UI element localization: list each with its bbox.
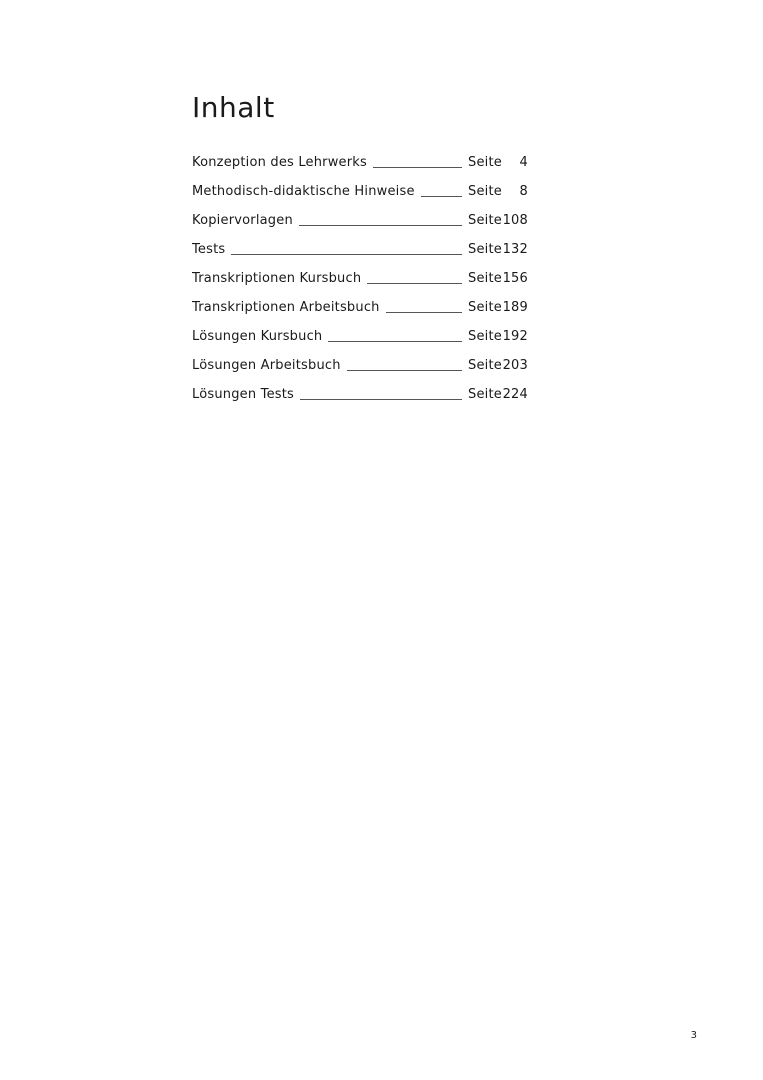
toc-entry-methodisch-didaktische-hinweise[interactable] (192, 177, 528, 206)
seite-word: Seite (468, 329, 502, 344)
toc-leader-line (347, 370, 462, 371)
toc-entry-page-number: 4 (519, 155, 528, 170)
toc-entry-page-number: 189 (502, 300, 528, 315)
toc-leader-line (231, 254, 462, 255)
seite-word: Seite (468, 184, 502, 199)
table-of-contents (192, 148, 528, 409)
toc-entry-label: Lösungen Kursbuch (192, 329, 323, 344)
seite-word: Seite (468, 387, 502, 402)
toc-leader-line (299, 225, 462, 226)
toc-entry-loesungen-arbeitsbuch[interactable] (192, 351, 528, 380)
toc-entry-page-number: 203 (502, 358, 528, 373)
toc-entry-seite (462, 351, 528, 380)
toc-entry-label: Transkriptionen Arbeitsbuch (192, 300, 380, 315)
toc-entry-transkriptionen-arbeitsbuch[interactable] (192, 293, 528, 322)
seite-word: Seite (468, 271, 502, 286)
toc-entry-label: Methodisch-didaktische Hinweise (192, 184, 415, 199)
toc-leader-line (386, 312, 462, 313)
seite-word: Seite (468, 242, 502, 257)
toc-entry-page-number: 192 (502, 329, 528, 344)
seite-word: Seite (468, 155, 502, 170)
page-number: 3 (690, 1030, 697, 1041)
seite-word: Seite (468, 358, 502, 373)
toc-leader-line (300, 399, 462, 400)
page-title: Inhalt (192, 91, 275, 124)
toc-leader-line (328, 341, 462, 342)
toc-entry-tests[interactable] (192, 235, 528, 264)
toc-entry-seite (462, 206, 528, 235)
seite-word: Seite (468, 213, 502, 228)
toc-entry-page-number: 132 (502, 242, 528, 257)
toc-entry-page-number: 108 (502, 213, 528, 228)
toc-entry-loesungen-kursbuch[interactable] (192, 322, 528, 351)
toc-entry-seite (462, 264, 528, 293)
toc-entry-label: Transkriptionen Kursbuch (192, 271, 362, 286)
toc-leader-line (373, 167, 462, 168)
toc-entry-page-number: 8 (519, 184, 528, 199)
toc-entry-seite (462, 322, 528, 351)
toc-entry-page-number: 156 (502, 271, 528, 286)
seite-word: Seite (468, 300, 502, 315)
toc-entry-konzeption[interactable] (192, 148, 528, 177)
toc-entry-page-number: 224 (502, 387, 528, 402)
toc-entry-label: Lösungen Arbeitsbuch (192, 358, 341, 373)
toc-entry-seite (462, 235, 528, 264)
toc-entry-seite (462, 148, 528, 177)
toc-entry-seite (462, 293, 528, 322)
toc-entry-transkriptionen-kursbuch[interactable] (192, 264, 528, 293)
toc-entry-label: Tests (192, 242, 226, 257)
toc-entry-loesungen-tests[interactable] (192, 380, 528, 409)
toc-entry-seite (462, 177, 528, 206)
toc-leader-line (367, 283, 462, 284)
toc-leader-line (421, 196, 462, 197)
toc-entry-label: Konzeption des Lehrwerks (192, 155, 368, 170)
toc-entry-seite (462, 380, 528, 409)
toc-entry-kopiervorlagen[interactable] (192, 206, 528, 235)
toc-entry-label: Lösungen Tests (192, 387, 295, 402)
toc-entry-label: Kopiervorlagen (192, 213, 293, 228)
